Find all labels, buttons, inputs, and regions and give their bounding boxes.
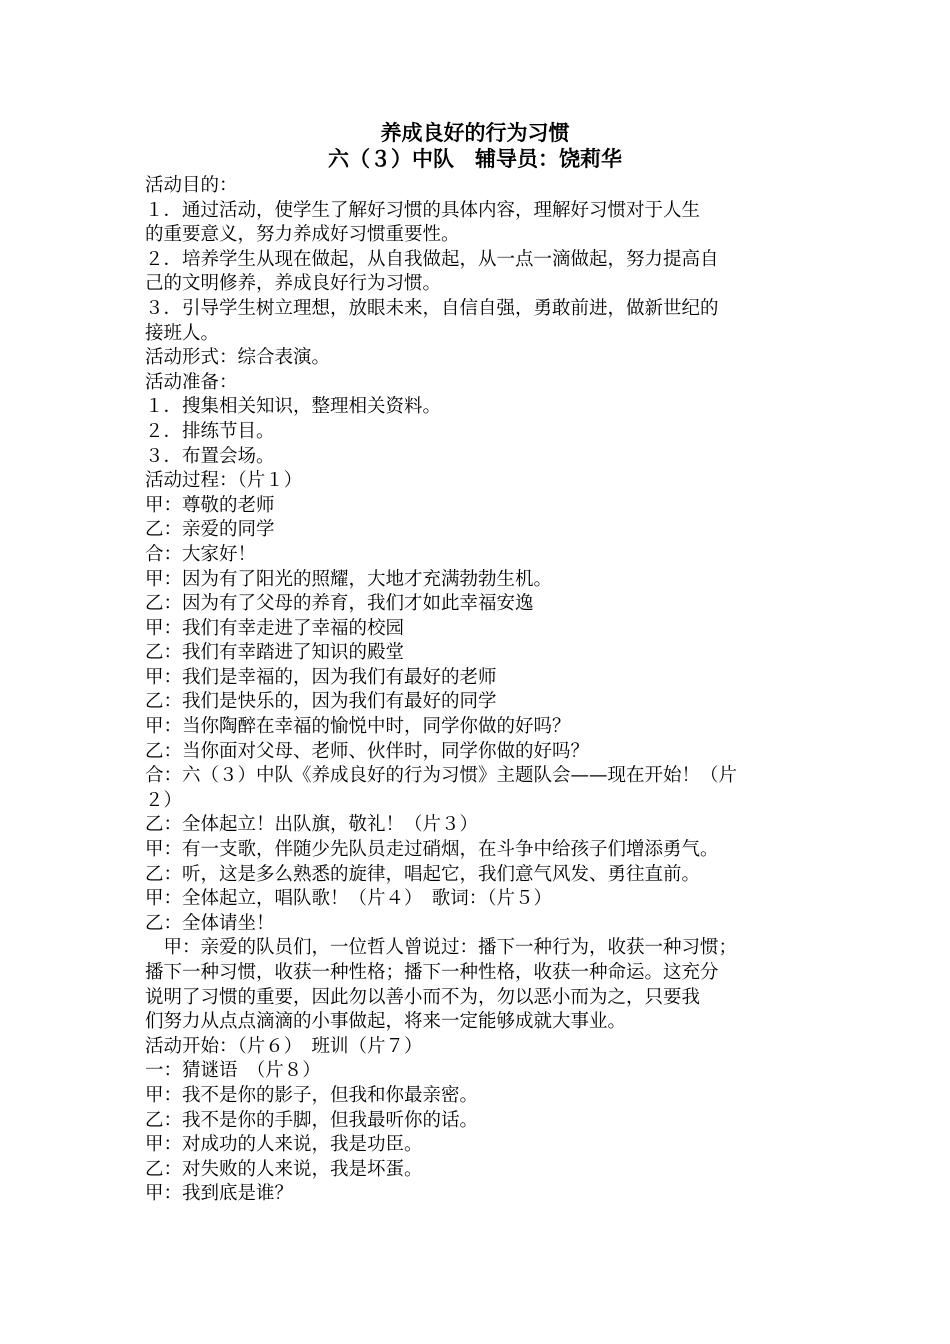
text-line: 乙：听，这是多么熟悉的旋律，唱起它，我们意气风发、勇往直前。 [145,863,701,885]
text-line: 乙：亲爱的同学 [145,519,275,541]
text-line: 甲：我们有幸走进了幸福的校园 [145,617,405,639]
document-body [145,174,825,1207]
text-line: 乙：对失败的人来说，我是坏蛋。 [145,1158,423,1180]
text-line: １．通过活动，使学生了解好习惯的具体内容，理解好习惯对于人生 [145,199,701,221]
text-line: 一：猜谜语 （片８） [145,1060,321,1082]
text-line: 活动过程：（片１） [145,470,303,492]
text-line: 乙：全体请坐！ [145,912,275,934]
text-line: 活动开始：（片６） 班训（片７） [145,1035,423,1057]
text-line: 乙：我们有幸踏进了知识的殿堂 [145,642,405,664]
text-line: 们努力从点点滴滴的小事做起，将来一定能够成就大事业。 [145,1011,627,1033]
text-line: 甲：当你陶醉在幸福的愉悦中时，同学你做的好吗？ [145,716,571,738]
text-line: 说明了习惯的重要，因此勿以善小而不为，勿以恶小而为之，只要我 [145,986,701,1008]
text-line: 的重要意义，努力养成好习惯重要性。 [145,224,460,246]
text-line: 活动目的： [145,175,238,196]
text-line: 活动准备： [145,371,238,393]
text-line: 合：六（３）中队《养成良好的行为习惯》主题队会——现在开始！（片 [145,765,738,787]
text-line: ３．引导学生树立理想，放眼未来，自信自强，勇敢前进，做新世纪的 [145,297,719,319]
text-line: 甲：全体起立，唱队歌！（片４） 歌词：（片５） [145,888,553,910]
title-block [0,120,950,172]
text-line: ２．培养学生从现在做起，从自我做起，从一点一滴做起，努力提高自 [145,248,719,270]
text-line: 接班人。 [145,322,220,344]
text-line: 甲：对成功的人来说，我是功臣。 [145,1134,423,1156]
text-line: 己的文明修养，养成良好行为习惯。 [145,273,442,295]
text-line: ３．布置会场。 [145,445,275,467]
text-line: 合：大家好！ [145,543,257,565]
text-line: 乙：因为有了父母的养育，我们才如此幸福安逸 [145,593,534,615]
document-subtitle: 六（３）中队 辅导员：饶莉华 [328,147,622,171]
text-line: 乙：我不是你的手脚，但我最听你的话。 [145,1109,479,1131]
text-line: 甲：因为有了阳光的照耀，大地才充满勃勃生机。 [145,568,553,590]
text-line: １．搜集相关知识，整理相关资料。 [145,396,442,418]
text-line: 播下一种习惯，收获一种性格；播下一种性格，收获一种命运。这充分 [145,962,719,983]
document-title: 养成良好的行为习惯 [380,121,570,145]
text-line: ２．排练节目。 [145,420,275,442]
text-line: ２） [145,789,183,811]
text-line: 乙：全体起立！出队旗，敬礼！（片３） [145,814,479,836]
text-line: 甲：我们是幸福的，因为我们有最好的老师 [145,666,497,688]
text-line: 活动形式：综合表演。 [145,347,331,369]
text-line: 乙：当你面对父母、老师、伙伴时，同学你做的好吗？ [145,740,590,762]
text-line: 乙：我们是快乐的，因为我们有最好的同学 [145,691,497,713]
text-line: 甲：我到底是谁？ [145,1183,294,1205]
text-line: 甲：尊敬的老师 [145,494,275,516]
text-line: 甲：有一支歌，伴随少先队员走过硝烟，在斗争中给孩子们增添勇气。 [145,839,719,861]
text-line: 甲：亲爱的队员们，一位哲人曾说过：播下一种行为，收获一种习惯； [145,937,738,959]
text-line: 甲：我不是你的影子，但我和你最亲密。 [145,1084,479,1106]
